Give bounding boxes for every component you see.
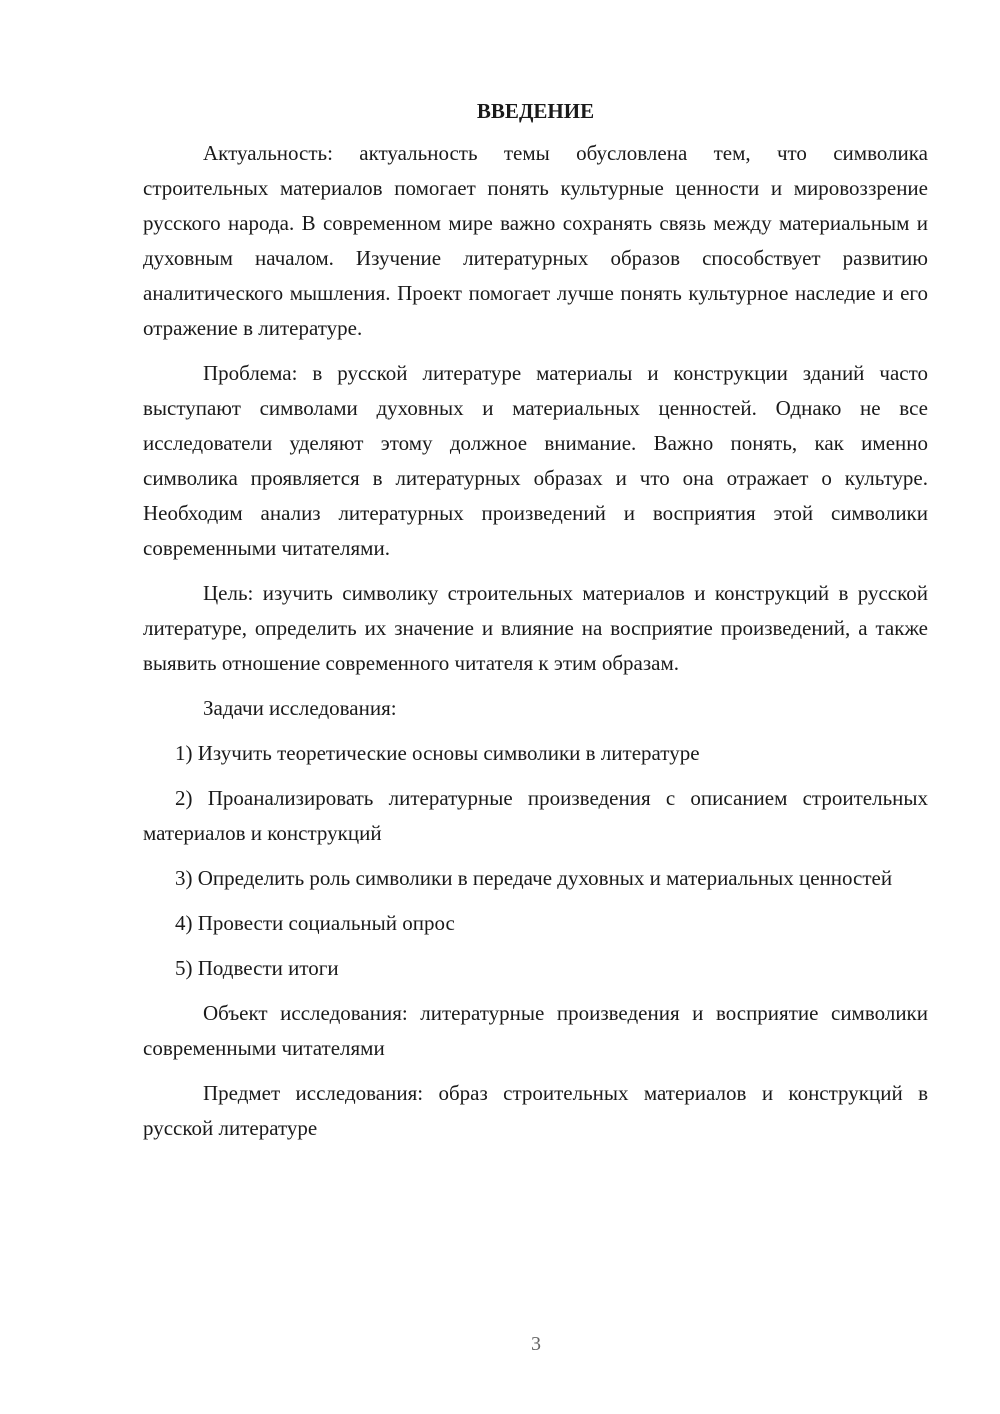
tasks-heading: Задачи исследования: [203, 696, 397, 720]
task-item-4: 4) Провести социальный опрос [175, 911, 455, 935]
goal-paragraph: Цель: изучить символику строительных материалов и конструкций в русской литературе, определить их значение и влияние на восприятие произведений, а также выявить отношение современного читателя к этим образам. [143, 581, 928, 675]
page-number: 3 [531, 1333, 541, 1355]
task-item-3: 3) Определить роль символики в передаче духовных и материальных ценностей [175, 866, 893, 890]
task-item-5: 5) Подвести итоги [175, 956, 339, 980]
document-page [143, 96, 928, 1156]
problem-paragraph: Проблема: в русской литературе материалы и конструкции зданий часто выступают символами духовных и материальных ценностей. Однако не все исследователи уделяют этому должное внимание. Важно понять, как именно символика проявляется в литературных образах и что она отражает о культуре. Необходим анализ литературных произведений и восприятия этой символики современными читателями. [143, 361, 928, 560]
research-subject-paragraph: Предмет исследования: образ строительных материалов и конструкций в русской литературе [143, 1081, 928, 1140]
task-item-1: 1) Изучить теоретические основы символики в литературе [175, 741, 700, 765]
task-item-2: 2) Проанализировать литературные произведения с описанием строительных материалов и конструкций [143, 786, 928, 845]
section-title: ВВЕДЕНИЕ [476, 99, 595, 123]
relevance-paragraph: Актуальность: актуальность темы обусловлена тем, что символика строительных материалов помогает понять культурные ценности и мировоззрение русского народа. В современном мире важно сохранять связь между материальным и духовным началом. Изучение литературных образов способствует развитию аналитического мышления. Проект помогает лучше понять культурное наследие и его отражение в литературе. [143, 141, 928, 340]
research-object-paragraph: Объект исследования: литературные произведения и восприятие символики современными читателями [143, 1001, 928, 1060]
